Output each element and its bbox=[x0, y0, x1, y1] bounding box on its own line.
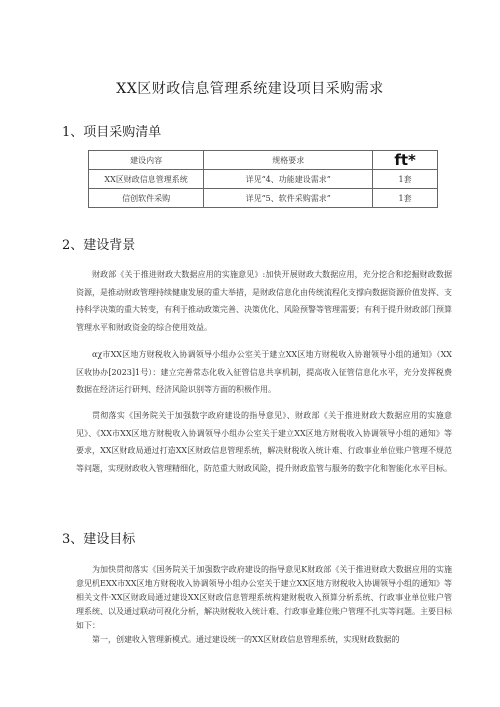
background-paragraph: 财政部《关于推进财政大数据应用的实施意见》:加快开展财政大数据应用，充分挖合和挖掘财政数据资源，是推动财政管理持续健康发展的重大举措，是财政信息化由传统流程化支撑向数据资源价值发挥、支持科学决策的重大转变，有利于推动政策完善、决策优化、风险预警等管理需要；有利于提升财政部门预算管理水平和财政资金的综合使用效益。 bbox=[76, 270, 452, 332]
goals-paragraph: 第一，创建收入管理新模式。通过建设统一的XX区财政信息管理系统，实现财政数据的 bbox=[92, 635, 400, 644]
table-cell: XX区财政信息管理系统 bbox=[89, 170, 204, 189]
table-header-cell: 建设内容 bbox=[89, 151, 204, 170]
goals-paragraph: 为加快贯彻落实《国务院关于加强数字政府建设的指导意见K财政部《关于推进财政大数据应用的实施意见机EXX市XX区地方财税收入协调领导小组办公室关于建立XX区地方财税收入协调领导小组的通知》等相关文件·XX区财政局通过建设XX区财政信息管理系统构建财税收入预算分析系统、行政事业单位账户管理系统、以及通过联动可视化分析，解决财税收入统计难、行政事业雎位账户管理不扎实等问题。主要目标如下： bbox=[76, 565, 453, 630]
procurement-table bbox=[88, 150, 438, 208]
table-header-cell: ft* bbox=[373, 151, 438, 170]
table-cell: 信创软件采购 bbox=[89, 189, 204, 208]
table-header-row bbox=[89, 151, 438, 170]
section-heading-procurement-list: 1、项目采购清单 bbox=[62, 125, 162, 140]
background-paragraph: αχ市XX区地方财税收入协调领导小组办公室关于建立XX区地方财税收入协谢领导小组的通知》（XX区收协办[2023]1号）：建立完善常态化收入征管信息共享机制，提高收入征管信息化水平，充分发挥税费数据在经济运行研判、经济风险识别等方面的积极作用。 bbox=[76, 350, 452, 394]
table-row bbox=[89, 170, 438, 189]
section-heading-goals: 3、建设目标 bbox=[62, 532, 136, 547]
table-cell: 详见“5、软件采购需求” bbox=[204, 189, 373, 208]
table-row bbox=[89, 189, 438, 208]
document-title: XX区财政信息管理系统建设项目采购需求 bbox=[116, 81, 384, 97]
background-paragraph: 贯彻落实《国务院关于加强数字政府建设的指导意见》、财政部《关于推进财政大数据应用的实施意见》、《XX市XX区地方财税收入协调领导小组办公室关于建立XX区地方财税收入协调领导小组的通知》等要求，XX区财政局通过打造XX区财政信息管理系统，解决财税收入统计难、行政事业单位账户管理不规范等问题，实现财政收入管理精细化，防范重大财政风险，提升财政监管与服务的数字化和智能化水平目标。 bbox=[76, 411, 452, 473]
table-header-cell: 规格要求 bbox=[204, 151, 373, 170]
section-heading-background: 2、建设背景 bbox=[62, 238, 136, 253]
table-cell: 1套 bbox=[373, 189, 438, 208]
table-cell: 1套 bbox=[373, 170, 438, 189]
table-cell: 详见“4、功能建设需求” bbox=[204, 170, 373, 189]
